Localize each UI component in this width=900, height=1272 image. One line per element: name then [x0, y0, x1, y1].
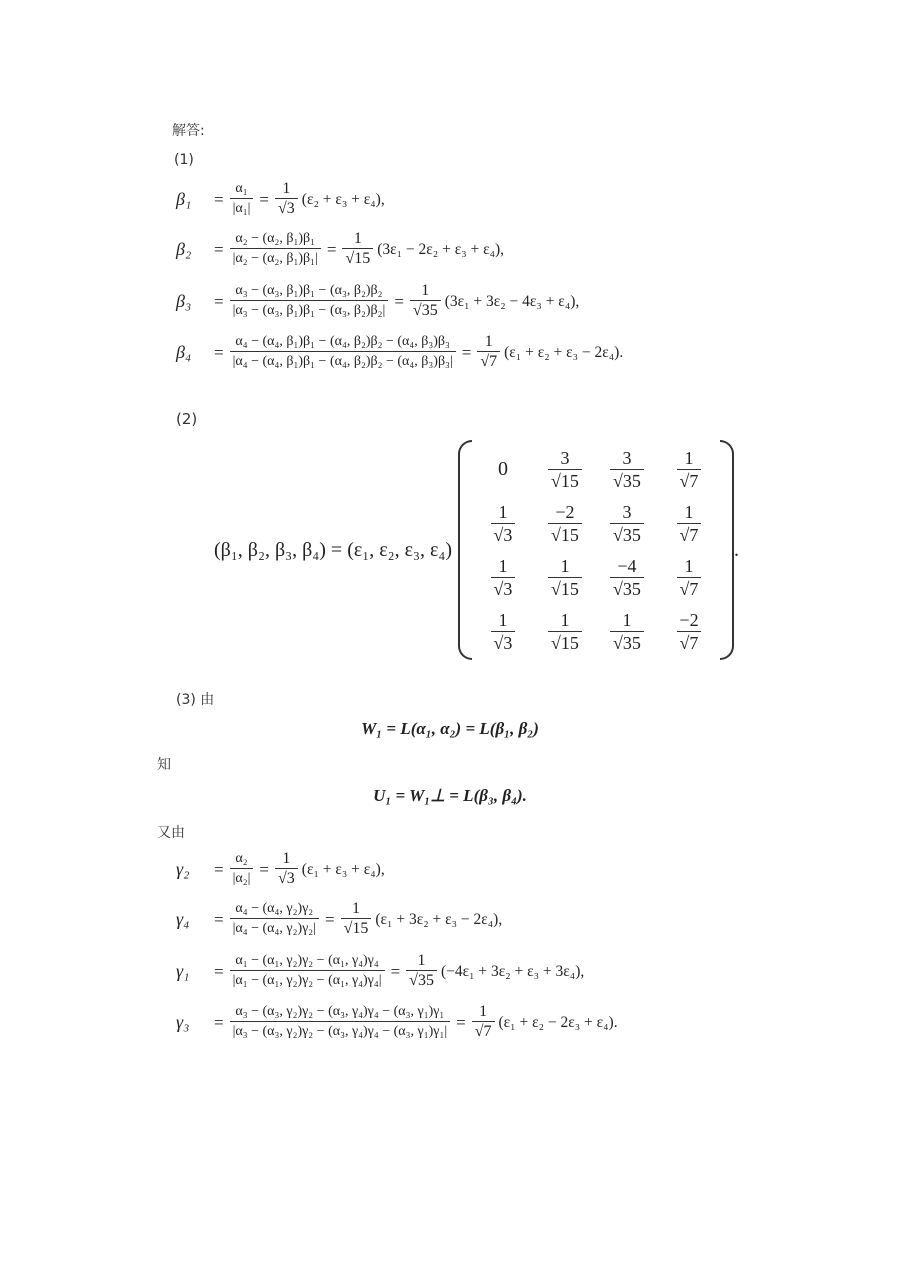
fraction [230, 952, 385, 991]
equals-sign: = [259, 189, 270, 209]
denominator: √7 [477, 351, 500, 372]
denominator: √35 [610, 631, 644, 654]
equals-sign: = [214, 189, 224, 209]
numerator: 1 [684, 555, 694, 576]
matrix-entry [548, 501, 582, 546]
numerator: α₂ [235, 851, 248, 866]
numerator: 1 [417, 952, 426, 969]
matrix-entry [548, 555, 582, 600]
equation-row [176, 333, 623, 372]
w1-equation: W₁ = L(α₁, α₂) = L(β₁, β₂) [361, 719, 539, 738]
numerator: 1 [479, 1003, 488, 1020]
matrix-end: . [734, 538, 739, 561]
equals-sign: = [214, 239, 224, 259]
fraction [230, 333, 456, 372]
denominator: √15 [342, 248, 373, 269]
denominator: √7 [677, 523, 702, 546]
numerator: 1 [684, 447, 694, 468]
denominator: √35 [610, 577, 644, 600]
denominator: √35 [410, 300, 441, 321]
equals-sign: = [214, 859, 224, 879]
numerator: α₁ [235, 181, 248, 196]
denominator: √3 [491, 631, 516, 654]
equation-row [176, 850, 385, 889]
matrix-entry: 0 [498, 457, 508, 480]
equals-sign: = [214, 961, 224, 981]
numerator: 1 [498, 609, 508, 630]
fraction [275, 180, 298, 219]
denominator: |α₁| [230, 198, 254, 219]
denominator: |α₄ − (α₄, γ₂)γ₂| [230, 918, 319, 939]
matrix-entry [548, 609, 582, 654]
fraction [342, 230, 373, 269]
matrix-entry [677, 447, 702, 492]
equals-sign: = [214, 909, 224, 929]
numerator: −2 [555, 501, 575, 522]
fraction [230, 180, 254, 219]
equals-sign: = [325, 909, 335, 929]
denominator: √15 [548, 631, 582, 654]
numerator: 3 [560, 447, 570, 468]
equals-sign: = [456, 1012, 466, 1032]
equation-row [176, 180, 385, 219]
numerator: 1 [282, 180, 291, 197]
equals-sign: = [394, 291, 404, 311]
again-text: 又由 [157, 825, 185, 841]
equation-row [176, 282, 579, 321]
denominator: √7 [677, 469, 702, 492]
equation-rhs: (3ε₁ + 3ε₂ − 4ε₃ + ε₄), [444, 292, 580, 310]
know-text: 知 [157, 757, 171, 773]
numerator: α₁ − (α₁, γ₂)γ₂ − (α₁, γ₄)γ₄ [235, 953, 379, 968]
matrix-entry [491, 609, 516, 654]
fraction [406, 952, 437, 991]
part3-label: (3) 由 [176, 692, 215, 708]
denominator: √3 [491, 577, 516, 600]
fraction [477, 333, 500, 372]
equation-rhs: (ε₁ + ε₃ + ε₄), [301, 860, 385, 878]
matrix-entry [676, 609, 701, 654]
equation-row [176, 1003, 618, 1042]
denominator: √35 [610, 523, 644, 546]
numerator: 3 [622, 447, 632, 468]
equation-lhs: γ₄ [176, 909, 190, 929]
equation-row [176, 900, 502, 939]
denominator: |α₂ − (α₂, β₁)β₁| [230, 248, 321, 269]
left-paren [458, 440, 472, 660]
equals-sign: = [214, 1012, 224, 1032]
equation-rhs: (ε₂ + ε₃ + ε₄), [301, 190, 385, 208]
numerator: 1 [353, 230, 362, 247]
matrix-entry [677, 501, 702, 546]
denominator: |α₄ − (α₄, β₁)β₁ − (α₄, β₂)β₂ − (α₄, β₃)β₃| [230, 351, 456, 372]
numerator: 3 [622, 501, 632, 522]
denominator: √35 [406, 970, 437, 991]
numerator: 1 [484, 333, 493, 350]
denominator: √15 [548, 577, 582, 600]
equation-row [176, 230, 504, 269]
denominator: √15 [548, 523, 582, 546]
equation-lhs: γ₃ [176, 1012, 190, 1032]
denominator: √7 [677, 577, 702, 600]
fraction [230, 230, 321, 269]
equation-lhs: γ₂ [176, 859, 190, 879]
numerator: α₄ − (α₄, β₁)β₁ − (α₄, β₂)β₂ − (α₄, β₃)β₃ [235, 334, 450, 349]
equals-sign: = [214, 291, 224, 311]
equation-rhs: (3ε₁ − 2ε₂ + ε₃ + ε₄), [377, 240, 505, 258]
transition-matrix [472, 442, 720, 658]
matrix-entry [548, 447, 582, 492]
numerator: 1 [282, 850, 291, 867]
matrix-entry [610, 501, 644, 546]
denominator: √3 [275, 868, 298, 889]
denominator: |α₂| [230, 868, 254, 889]
matrix-entry [610, 447, 644, 492]
part2-label: (2) [176, 410, 198, 428]
fraction [230, 900, 319, 939]
matrix-entry [491, 501, 516, 546]
numerator: 1 [498, 501, 508, 522]
matrix-entry [491, 555, 516, 600]
denominator: √15 [548, 469, 582, 492]
equals-sign: = [390, 961, 401, 981]
denominator: √3 [491, 523, 516, 546]
numerator: 1 [498, 555, 508, 576]
denominator: √3 [275, 198, 298, 219]
numerator: α₂ − (α₂, β₁)β₁ [235, 231, 316, 246]
numerator: 1 [622, 609, 632, 630]
denominator: |α₁ − (α₁, γ₂)γ₂ − (α₁, γ₄)γ₄| [230, 970, 385, 991]
matrix-entry [677, 555, 702, 600]
denominator: √35 [610, 469, 644, 492]
right-paren [720, 440, 734, 660]
numerator: α₃ − (α₃, γ₂)γ₂ − (α₃, γ₄)γ₄ − (α₃, γ₁)γ₁ [235, 1004, 445, 1019]
equation-lhs: β₃ [176, 291, 192, 311]
fraction [230, 1003, 451, 1042]
equals-sign: = [259, 859, 270, 879]
denominator: |α₃ − (α₃, γ₂)γ₂ − (α₃, γ₄)γ₄ − (α₃, γ₁)γ₁| [230, 1021, 451, 1042]
fraction [472, 1003, 495, 1042]
denominator: √15 [341, 918, 372, 939]
equation-rhs: (−4ε₁ + 3ε₂ + ε₃ + 3ε₄), [440, 962, 585, 980]
equals-sign: = [326, 239, 337, 259]
equation-rhs: (ε₁ + ε₂ − 2ε₃ + ε₄). [498, 1013, 618, 1031]
equation-lhs: γ₁ [176, 961, 190, 981]
numerator: 1 [560, 609, 570, 630]
numerator: α₃ − (α₃, β₁)β₁ − (α₃, β₂)β₂ [235, 283, 383, 298]
fraction [341, 900, 372, 939]
numerator: −2 [679, 609, 699, 630]
numerator: −4 [617, 555, 637, 576]
denominator: |α₃ − (α₃, β₁)β₁ − (α₃, β₂)β₂| [230, 300, 389, 321]
equals-sign: = [461, 342, 472, 362]
fraction [275, 850, 298, 889]
numerator: 1 [421, 282, 430, 299]
part1-label: (1) [174, 152, 194, 168]
matrix-lhs: (β₁, β₂, β₃, β₄) = (ε₁, ε₂, ε₃, ε₄) [214, 538, 452, 561]
equation-lhs: β₄ [176, 342, 192, 362]
equals-sign: = [214, 342, 224, 362]
u1-equation: U₁ = W₁⊥ = L(β₃, β₄). [373, 786, 527, 805]
numerator: 1 [351, 900, 360, 917]
matrix-entry [610, 555, 644, 600]
equation-rhs: (ε₁ + 3ε₂ + ε₃ − 2ε₄), [375, 910, 503, 928]
fraction [410, 282, 441, 321]
equation-lhs: β₁ [176, 189, 192, 209]
fraction [230, 282, 389, 321]
numerator: 1 [684, 501, 694, 522]
answer-heading: 解答: [172, 123, 205, 139]
fraction [230, 850, 254, 889]
equation-rhs: (ε₁ + ε₂ + ε₃ − 2ε₄). [504, 343, 624, 361]
matrix-equation [214, 440, 739, 660]
numerator: α₄ − (α₄, γ₂)γ₂ [235, 901, 314, 916]
numerator: 1 [560, 555, 570, 576]
equation-row [176, 952, 584, 991]
equation-lhs: β₂ [176, 239, 192, 259]
denominator: √7 [677, 631, 702, 654]
denominator: √7 [472, 1021, 495, 1042]
matrix-entry [610, 609, 644, 654]
